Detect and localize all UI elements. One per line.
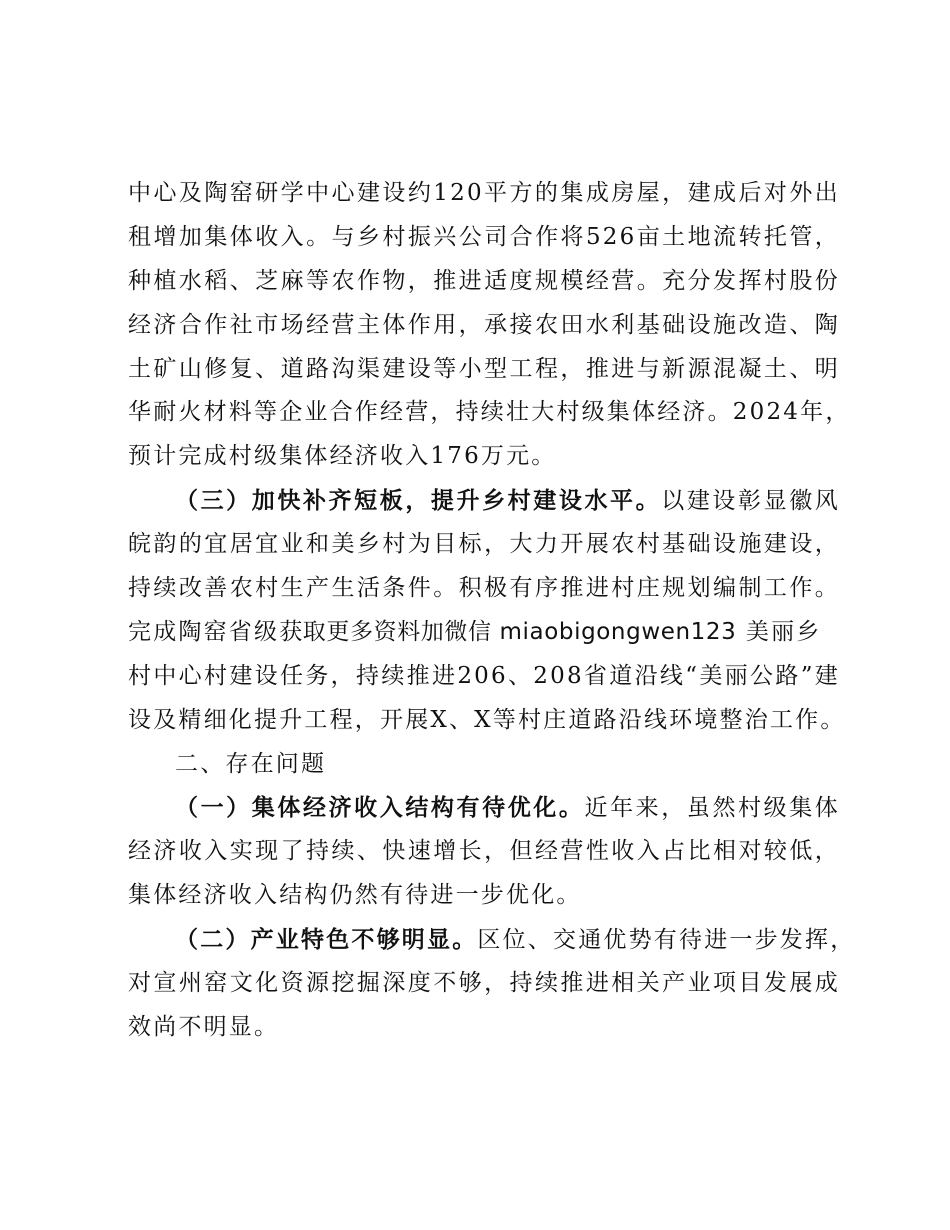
text-line: 效尚不明显。 (128, 1013, 280, 1040)
text-line: 经济合作社市场经营主体作用，承接农田水利基础设施改造、陶 (128, 311, 840, 338)
section-title: 二、存在问题 (175, 750, 327, 777)
text-span: 美丽乡 (736, 618, 822, 645)
text-line: 经济收入实现了持续、快速增长，但经营性收入占比相对较低， (128, 838, 840, 865)
text-span: 完成陶窑省级 (128, 618, 280, 645)
paragraph-income-structure (128, 786, 840, 918)
paragraph-heading: （三）加快补齐短板，提升乡村建设水平。 (175, 487, 662, 515)
text-line: 对宣州窑文化资源挖掘深度不够，持续推进相关产业项目发展成 (128, 970, 840, 997)
paragraph-rural-construction (128, 479, 846, 742)
watermark-text: 获取更多资料加微信 miaobigongwen123 (279, 618, 737, 645)
paragraph-heading: （二）产业特色不够明显。 (175, 926, 478, 954)
text-line: 集体经济收入结构仍然有待进一步优化。 (128, 882, 582, 909)
text-line: 租增加集体收入。与乡村振兴公司合作将526亩土地流转托管， (128, 223, 840, 250)
paragraph-industry-features (128, 918, 856, 1050)
text-line (128, 918, 856, 962)
text-line: 预计完成村级集体经济收入176万元。 (128, 443, 557, 470)
paragraph-heading: （一）集体经济收入结构有待优化。 (175, 794, 585, 822)
text-line (128, 786, 840, 830)
text-line (128, 611, 840, 655)
paragraph-collective-income (128, 172, 851, 479)
text-line: 种植水稻、芝麻等农作物，推进适度规模经营。充分发挥村股份 (128, 267, 840, 294)
text-line: 华耐火材料等企业合作经营，持续壮大村级集体经济。2024年， (128, 399, 851, 426)
text-line: 村中心村建设任务，持续推进206、208省道沿线“美丽公路”建 (128, 662, 840, 689)
text-line: 设及精细化提升工程，开展X、X等村庄道路沿线环境整治工作。 (128, 706, 846, 733)
document-page (128, 172, 856, 1050)
text-line: 皖韵的宜居宜业和美乡村为目标，大力开展农村基础设施建设， (128, 531, 840, 558)
text-line: 中心及陶窑研学中心建设约120平方的集成房屋，建成后对外出 (128, 180, 840, 206)
text-line (128, 479, 840, 523)
text-line: 持续改善农村生产生活条件。积极有序推进村庄规划编制工作。 (128, 575, 840, 602)
text-span: 以建设彰显徽风 (661, 488, 840, 515)
text-span: 区位、交通优势有待进一步发挥， (477, 927, 856, 954)
text-line: 土矿山修复、道路沟渠建设等小型工程，推进与新源混凝土、明 (128, 355, 840, 382)
text-span: 近年来，虽然村级集体 (584, 795, 841, 822)
